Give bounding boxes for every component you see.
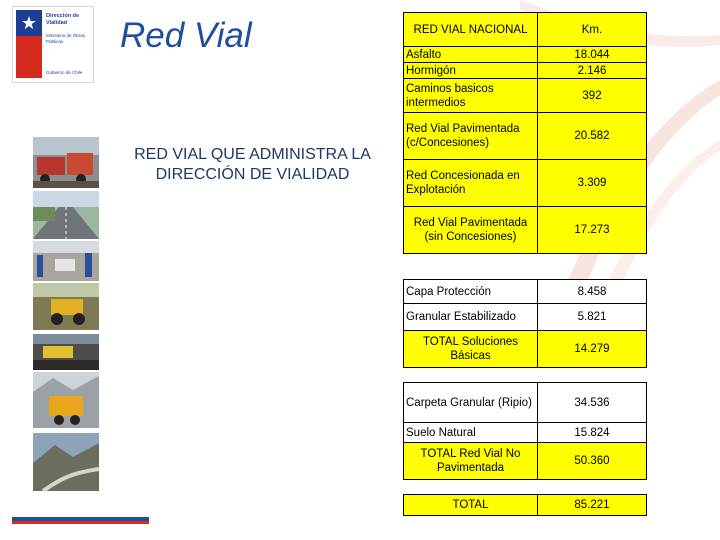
logo-title: Dirección de Vialidad xyxy=(46,13,80,26)
row-label: Caminos basicos intermedios xyxy=(404,79,538,113)
grand-total-row xyxy=(404,495,647,516)
table-row xyxy=(404,423,647,443)
row-label: Granular Estabilizado xyxy=(404,304,538,331)
row-label: Asfalto xyxy=(404,47,538,63)
grand-total-table xyxy=(403,494,647,516)
row-km: 8.458 xyxy=(538,280,647,304)
header-km: Km. xyxy=(538,13,647,47)
page-title: Red Vial xyxy=(120,16,252,55)
logo-government: Gobierno de Chile xyxy=(46,70,83,75)
table-total-row xyxy=(404,331,647,368)
red-vial-nacional-table xyxy=(403,12,647,254)
row-km: 392 xyxy=(538,79,647,113)
table-row xyxy=(404,207,647,254)
row-km: 18.044 xyxy=(538,47,647,63)
table-row xyxy=(404,304,647,331)
institution-logo xyxy=(12,6,94,83)
row-label: Suelo Natural xyxy=(404,423,538,443)
row-label: Red Concesionada en Explotación xyxy=(404,160,538,207)
table-row xyxy=(404,79,647,113)
row-km: 34.536 xyxy=(538,383,647,423)
row-label: Red Vial Pavimentada (c/Concesiones) xyxy=(404,113,538,160)
page-subtitle: RED VIAL QUE ADMINISTRA LA DIRECCIÓN DE VIALIDAD xyxy=(134,146,371,183)
footer-red-bar xyxy=(12,521,149,524)
row-km: 50.360 xyxy=(538,443,647,480)
star-icon: ★ xyxy=(20,13,38,33)
row-km: 5.821 xyxy=(538,304,647,331)
table-row xyxy=(404,47,647,63)
row-km: 17.273 xyxy=(538,207,647,254)
total-label: TOTAL xyxy=(404,495,538,516)
snowplow-photo xyxy=(33,372,99,428)
grader-photo xyxy=(33,283,99,330)
header-label: RED VIAL NACIONAL xyxy=(404,13,538,47)
table-total-row xyxy=(404,443,647,480)
row-km: 20.582 xyxy=(538,113,647,160)
no-pavimentada-table xyxy=(403,382,647,480)
table-header-row xyxy=(404,13,647,47)
row-label: Hormigón xyxy=(404,63,538,79)
table-row xyxy=(404,63,647,79)
paving-photo xyxy=(33,334,99,370)
row-label: Carpeta Granular (Ripio) xyxy=(404,383,538,423)
mountain-road-photo xyxy=(33,433,99,491)
row-km: 14.279 xyxy=(538,331,647,368)
highway-photo xyxy=(33,191,99,239)
soluciones-basicas-table xyxy=(403,279,647,368)
total-km: 85.221 xyxy=(538,495,647,516)
workers-road-photo xyxy=(33,241,99,281)
flag-blue-block xyxy=(16,10,42,36)
row-label: Capa Protección xyxy=(404,280,538,304)
table-row xyxy=(404,280,647,304)
row-label: TOTAL Soluciones Básicas xyxy=(404,331,538,368)
row-label: TOTAL Red Vial No Pavimentada xyxy=(404,443,538,480)
row-km: 15.824 xyxy=(538,423,647,443)
roadwork-trucks-photo xyxy=(33,137,99,188)
row-km: 3.309 xyxy=(538,160,647,207)
row-km: 2.146 xyxy=(538,63,647,79)
row-label: Red Vial Pavimentada (sin Concesiones) xyxy=(404,207,538,254)
table-row xyxy=(404,160,647,207)
logo-ministry: Ministerio de Obras Públicas xyxy=(46,33,86,44)
flag-red-block xyxy=(16,36,42,78)
table-row xyxy=(404,383,647,423)
table-row xyxy=(404,113,647,160)
